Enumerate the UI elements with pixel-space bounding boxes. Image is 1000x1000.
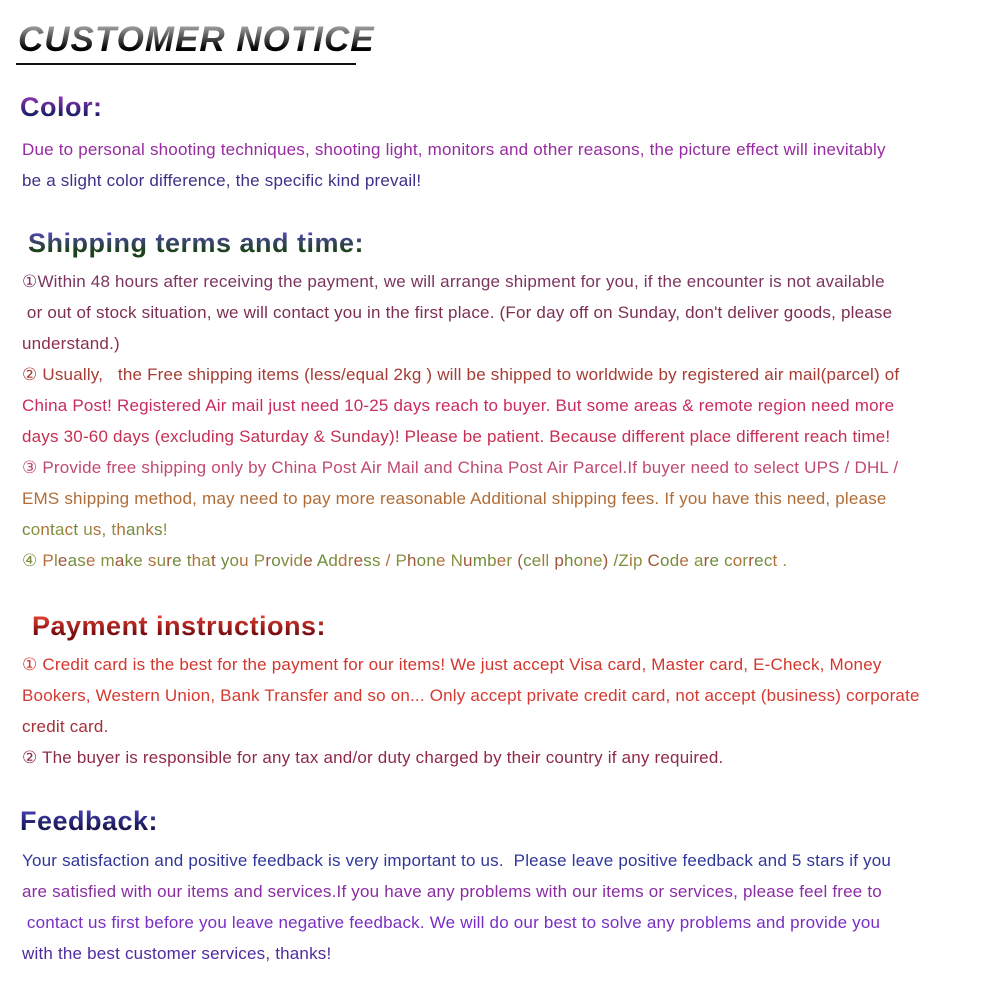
char: i [628,551,633,570]
text-line: days 30-60 days (excluding Saturday & Sunday)! Please be patient. Because different place different reach time! [22,427,891,446]
char: h [191,551,202,570]
char: e [592,551,603,570]
char: Z [618,551,629,570]
char: c [724,551,733,570]
char: o [732,551,743,570]
char: / [385,551,391,570]
char: d [328,551,339,570]
char: o [416,551,427,570]
char: e [754,551,764,570]
char: s [154,520,163,539]
char: h [116,520,127,539]
text-line: China Post! Registered Air mail just need 10-25 days reach to buyer. But some areas & remote region need more [22,396,895,415]
char: o [271,551,281,570]
char: l [541,551,546,570]
text-line: Your satisfaction and positive feedback is very important to us. Please leave positive feedback and 5 stars if you [22,851,892,870]
char: N [450,551,464,570]
char: e [353,551,364,570]
char: d [669,551,680,570]
char: p [554,551,564,570]
char: r [506,551,513,570]
char: i [289,551,294,570]
char: l [545,551,550,570]
char: y [220,551,230,570]
char: u [83,520,93,539]
char: s [77,551,86,570]
char: / [613,551,619,570]
char: t [186,551,192,570]
char: ④ [22,551,38,570]
char: r [347,551,354,570]
char: k [124,551,134,570]
char: n [426,551,436,570]
char: t [111,520,117,539]
char: e [496,551,507,570]
char: r [703,551,710,570]
feedback-paragraph [22,845,891,969]
char: C [647,551,661,570]
char: e [435,551,446,570]
char: r [265,551,272,570]
char: a [54,520,65,539]
char: e [133,551,143,570]
char: ) [602,551,609,570]
text-line: ①Within 48 hours after receiving the payment, we will arrange shipment for you, if the encounter is not available [22,272,885,291]
char: m [472,551,488,570]
char: t [73,520,79,539]
char: o [660,551,670,570]
title-underline [16,63,356,65]
text-line: or out of stock situation, we will contact you in the first place. (For day off on Sunday, don't deliver goods, please [22,303,893,322]
char: l [53,551,58,570]
char: d [338,551,348,570]
char: a [114,551,125,570]
char: e [172,551,182,570]
char: r [166,551,173,570]
text-line: EMS shipping method, may need to pay more reasonable Additional shipping fees. If you have this need, please [22,489,887,508]
char: ! [162,520,168,539]
char: r [748,551,755,570]
text-line [22,514,899,545]
char: c [22,520,31,539]
char: P [42,551,54,570]
char: s [92,520,102,539]
text-line: contact us first before you leave negative feedback. We will do our best to solve any problems and provide you [22,913,881,932]
text-line: ② Usually, the Free shipping items (less/equal 2kg ) will be shipped to worldwide by registered air mail(parcel) of [22,365,900,384]
char: u [463,551,473,570]
text-line: be a slight color difference, the specific kind prevail! [22,171,422,190]
char: , [101,520,107,539]
text-line: Due to personal shooting techniques, shooting light, monitors and other reasons, the picture effect will inevitably [22,140,886,159]
char: e [531,551,542,570]
char: h [564,551,574,570]
char: p [632,551,643,570]
section-heading-feedback: Feedback: [20,806,159,836]
char: t [50,520,55,539]
char: c [523,551,532,570]
char: b [487,551,497,570]
char: s [371,551,381,570]
char: v [280,551,290,570]
char: o [573,551,584,570]
section-heading-payment: Payment instructions: [32,611,327,641]
char: k [145,520,155,539]
color-paragraph [22,134,886,196]
text-line: Bookers, Western Union, Bank Transfer and so on... Only accept private credit card, not accept (business) corporate [22,686,920,705]
char: t [772,551,778,570]
char: a [693,551,704,570]
text-line: understand.) [22,334,120,353]
char: t [210,551,216,570]
char: a [126,520,136,539]
char: u [239,551,249,570]
page-title: CUSTOMER NOTICE [18,20,375,59]
char: A [316,551,329,570]
char: n [135,520,146,539]
char: e [709,551,720,570]
char: . [782,551,788,570]
payment-paragraphs [22,649,920,773]
char: e [679,551,689,570]
char: a [67,551,78,570]
text-line [22,545,899,576]
char: s [363,551,372,570]
char: o [229,551,240,570]
char: P [253,551,266,570]
char: n [40,520,51,539]
text-line: ③ Provide free shipping only by China Post Air Mail and China Post Air Parcel.If buyer need to select UPS / DHL / [22,458,899,477]
char: s [147,551,157,570]
text-line: ① Credit card is the best for the payment for our items! We just accept Visa card, Master card, E-Check, Money [22,655,882,674]
char: h [407,551,417,570]
section-heading-shipping: Shipping terms and time: [28,228,365,258]
char: P [395,551,407,570]
char: e [57,551,68,570]
char: e [85,551,96,570]
char: c [763,551,773,570]
section-heading-color: Color: [20,92,103,122]
char: m [100,551,115,570]
text-line: ② The buyer is responsible for any tax and/or duty charged by their country if any required. [22,748,724,767]
char: c [64,520,74,539]
char: a [201,551,211,570]
char: r [742,551,749,570]
text-line: with the best customer services, thanks! [22,944,332,963]
char: n [583,551,593,570]
char: d [293,551,304,570]
shipping-paragraphs [22,266,899,576]
char: e [303,551,313,570]
char: o [30,520,41,539]
char: ( [517,551,524,570]
text-line: credit card. [22,717,109,736]
text-line: are satisfied with our items and services.If you have any problems with our items or services, please feel free to [22,882,882,901]
char: u [156,551,167,570]
